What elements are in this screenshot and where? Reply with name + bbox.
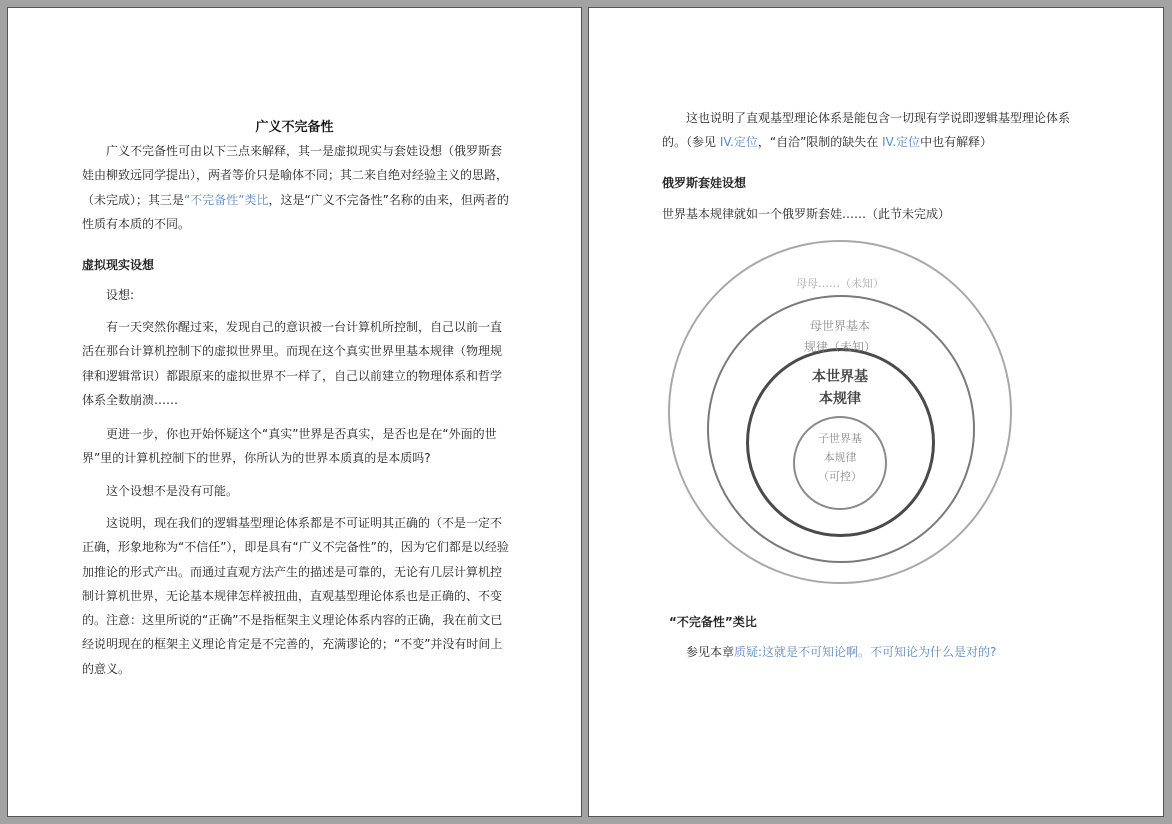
child-world-label xyxy=(790,429,890,486)
this-label-line2: 本规律 xyxy=(819,391,861,407)
outer-label: 母母……（未知） xyxy=(796,277,884,290)
top-text: 这也说明了直观基型理论体系是能包含一切现有学说即逻辑基型理论体系的。（参见 xyxy=(662,111,1071,150)
possible-paragraph: 这个设想不是没有可能。 xyxy=(106,484,239,498)
agnosticism-question-link[interactable]: 质疑:这就是不可知论啊。不可知论为什么是对的? xyxy=(734,645,997,659)
story-paragraph: 有一天突然你醒过来，发现自己的意识被一台计算机所控制，自己以前一直活在那台计算机控制下的虚拟世界里。而现在这个真实世界里基本规律（物理规律和逻辑常识）都跟原来的虚拟世界不一样了，自己以前建立的物理体系和哲学体系全数崩溃…… xyxy=(82,320,503,407)
explain-paragraph: 这说明，现在我们的逻辑基型理论体系都是不可证明其正确的（不是一定不正确，形象地称为“不信任”），即是具有“广义不完备性”的，因为它们都是以经验加推论的形式产出。而通过直观方法产生的描述是可靠的，无论有几层计算机控制计算机世界，无论基本规律怎样被扭曲，直观基型理论体系也是正确的、不变的。注意：这里所说的“正确”不是指框架主义理论体系内容的正确，我在前文已经说明现在的框架主义理论肯定是不完善的，充满谬论的；“不变”并没有时间上的意义。 xyxy=(82,516,509,676)
section-heading-virtual-reality: 虚拟现实设想 xyxy=(82,258,155,272)
intro-paragraph xyxy=(82,139,510,236)
positioning-link-2[interactable]: IV.定位 xyxy=(882,135,921,150)
section-heading-russian-doll: 俄罗斯套娃设想 xyxy=(662,176,747,190)
parent-label-line2: 规律（未知） xyxy=(803,340,876,354)
top-paragraph xyxy=(662,106,1082,155)
intro-text-end: ，这是“广义不完备性”名称的由来，但两者的性质有本质的不同。 xyxy=(82,192,509,231)
top-text-mid: ，“自洽”限制的缺失在 xyxy=(757,135,883,150)
see-paragraph xyxy=(686,640,1106,664)
parent-label xyxy=(740,316,940,358)
further-paragraph: 更进一步，你也开始怀疑这个“真实”世界是否真实，是否也是在“外面的世界”里的计算机控制下的世界，你所认为的世界本质真的是本质吗? xyxy=(82,427,497,466)
positioning-link-1[interactable]: IV.定位 xyxy=(719,135,758,150)
child-label-line1: 子世界基 xyxy=(818,432,862,445)
top-text-end: 中也有解释） xyxy=(920,135,993,150)
see-text: 参见本章 xyxy=(686,645,735,659)
this-world-label xyxy=(740,366,940,410)
parent-label-line1: 母世界基本 xyxy=(809,319,870,333)
document-page-2 xyxy=(588,7,1164,817)
document-page-1 xyxy=(7,7,582,817)
page-title: 广义不完备性 xyxy=(255,120,334,135)
nested-worlds-diagram xyxy=(668,240,1012,584)
this-label-line1: 本世界基 xyxy=(812,369,868,385)
child-label-line3: （可控） xyxy=(818,470,862,483)
incompleteness-analogy-link[interactable]: “不完备性”类比 xyxy=(184,192,269,207)
doll-paragraph: 世界基本规律就如一个俄罗斯套娃……（此节未完成） xyxy=(662,207,951,221)
intro-text: 广义不完备性可由以下三点来解释，其一是虚拟现实与套娃设想（俄罗斯套娃由柳致远同学提出），两者等价只是喻体不同；其二来自绝对经验主义的思路，（未完成）；其三是 xyxy=(82,144,509,207)
section-heading-analogy: “不完备性”类比 xyxy=(669,615,757,629)
assume-paragraph: 设想: xyxy=(106,288,135,302)
child-label-line2: 本规律 xyxy=(823,451,857,464)
